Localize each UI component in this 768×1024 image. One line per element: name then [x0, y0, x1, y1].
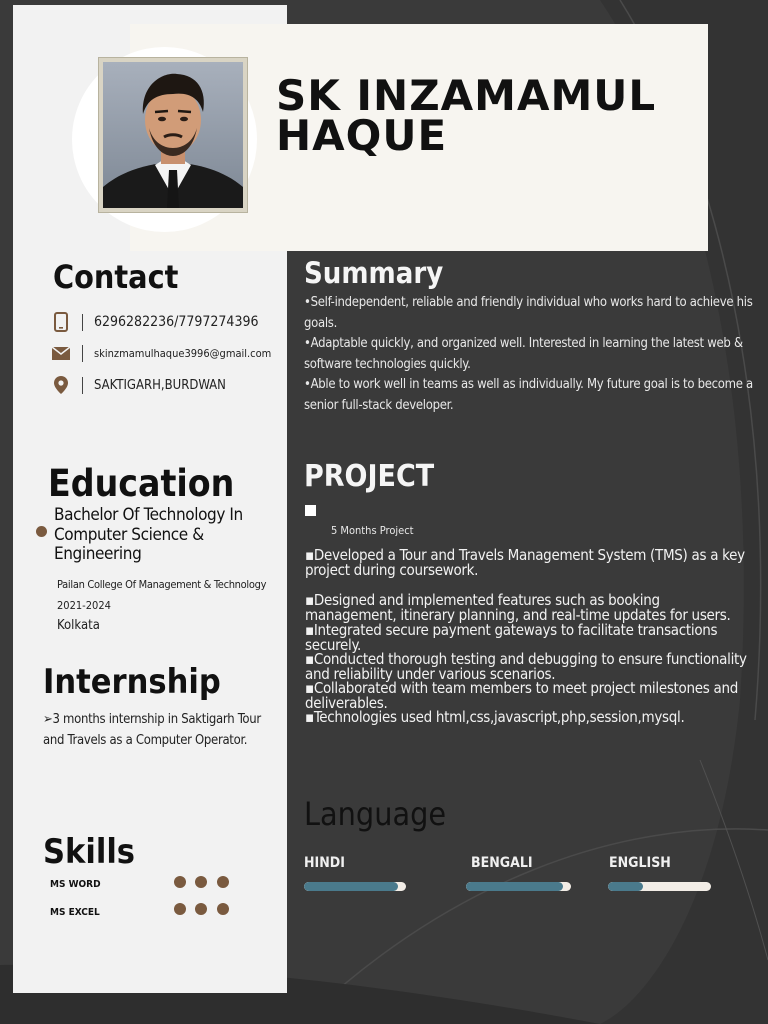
skill-dot	[174, 903, 186, 915]
phone-icon	[52, 313, 70, 331]
language-bar-english	[608, 882, 711, 891]
phone-number: 6296282236/7797274396	[94, 314, 259, 330]
contact-phone	[52, 313, 258, 331]
skill-dot	[195, 903, 207, 915]
skill-dot	[217, 903, 229, 915]
language-fill	[608, 882, 643, 891]
separator	[82, 345, 83, 362]
internship-text: ➢3 months internship in Saktigarh Tour and Travels as a Computer Operator.	[43, 712, 261, 748]
separator	[82, 377, 83, 394]
summary-line: •Able to work well in teams as well as individually. My future goal is to become a senior full-stack developer.	[304, 377, 753, 413]
email-address[interactable]: skinzmamulhaque3996@gmail.com	[94, 346, 272, 360]
summary-line: •Self-independent, reliable and friendly individual who works hard to achieve his goals.	[304, 295, 753, 331]
internship-heading: Internship	[43, 662, 221, 702]
contact-address	[52, 376, 226, 394]
contact-heading: Contact	[53, 258, 179, 296]
college-name: Pailan College Of Management & Technology	[57, 578, 267, 591]
project-duration: 5 Months Project	[331, 524, 414, 537]
profile-photo	[103, 62, 243, 208]
location-pin-icon	[52, 376, 70, 394]
summary-heading: Summary	[304, 256, 444, 290]
language-fill	[304, 882, 398, 891]
summary-body	[304, 293, 764, 416]
address: SAKTIGARH,BURDWAN	[94, 377, 226, 393]
separator	[82, 314, 83, 331]
summary-line: •Adaptable quickly, and organized well. Interested in learning the latest web & software technologies quickly.	[304, 336, 743, 372]
language-bar-bengali	[466, 882, 571, 891]
skill-dot	[217, 876, 229, 888]
skill-item: MS EXCEL	[50, 907, 100, 918]
profile-photo-frame	[98, 57, 248, 213]
skill-item: MS WORD	[50, 879, 101, 890]
square-bullet	[305, 505, 316, 516]
education-years: 2021-2024	[57, 599, 111, 612]
project-item: ▪Technologies used html,css,javascript,php,session,mysql.	[305, 708, 685, 726]
bullet-dot	[36, 526, 47, 537]
project-item: ▪Integrated secure payment gateways to facilitate transactions securely.	[305, 621, 718, 654]
education-heading: Education	[48, 462, 235, 505]
language-label: BENGALI	[471, 855, 533, 871]
education-location: Kolkata	[57, 618, 100, 633]
language-label: ENGLISH	[609, 855, 671, 871]
project-item: ▪Designed and implemented features such as booking management, itinerary planning, and real-time updates for users.	[305, 591, 731, 624]
degree: Bachelor Of Technology In Computer Science & Engineering	[54, 505, 243, 564]
project-item: ▪Developed a Tour and Travels Management System (TMS) as a key project during coursework.	[305, 546, 745, 579]
mail-icon	[52, 344, 70, 362]
project-item: ▪Conducted thorough testing and debugging to ensure functionality and reliability under various scenarios.	[305, 650, 747, 683]
language-heading: Language	[304, 795, 447, 833]
contact-email	[52, 344, 271, 362]
person-name: SK INZAMAMUL HAQUE	[276, 71, 657, 160]
skills-heading: Skills	[43, 832, 136, 872]
skill-dot	[174, 876, 186, 888]
language-bar-hindi	[304, 882, 406, 891]
language-label: HINDI	[304, 855, 345, 871]
project-item: ▪Collaborated with team members to meet project milestones and deliverables.	[305, 679, 738, 712]
skill-dot	[195, 876, 207, 888]
language-fill	[466, 882, 563, 891]
project-heading: PROJECT	[304, 459, 435, 494]
